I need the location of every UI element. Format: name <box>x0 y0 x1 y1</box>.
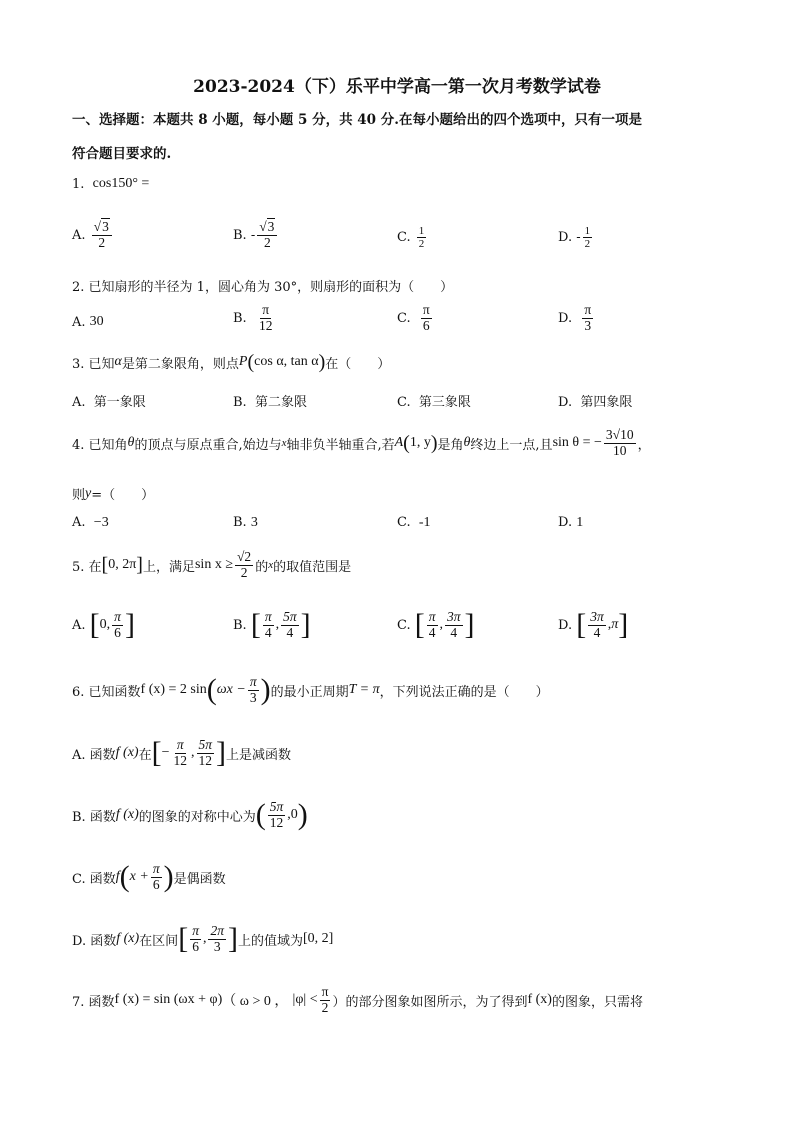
question-1-stem <box>72 176 149 192</box>
question-2-option-c[interactable] <box>397 303 434 334</box>
option-letter: A. <box>72 395 86 410</box>
fraction: $\frac{1}{2}$ <box>418 225 425 251</box>
fraction: $\frac{\pi}{6}$ <box>114 609 121 640</box>
fraction: $\frac{1}{2}$ <box>584 225 591 251</box>
fraction: $\frac{\pi}{6}$ <box>152 861 160 892</box>
math-expression: T = π <box>348 682 380 698</box>
question-1-option-c[interactable] <box>397 225 428 250</box>
text: 的最小正周期 <box>270 684 349 700</box>
text: A. 函数 <box>72 747 116 763</box>
question-7-stem <box>72 985 643 1016</box>
fraction: $\frac{√3}{2}$ <box>92 220 112 251</box>
question-5-option-b[interactable]: B. [ $\frac{\pi}{4}$ , $\frac{5\pi}{4}$ ] <box>233 608 311 642</box>
math-expression: f (x) = 2 sin <box>140 682 207 698</box>
option-letter: D. <box>558 230 573 246</box>
option-value: 30 <box>89 314 104 329</box>
math-expression: 1, y <box>409 435 431 451</box>
text: 3. 已知 <box>72 356 115 372</box>
option-letter: B. <box>233 310 247 326</box>
math-value: 0 <box>99 617 107 633</box>
text: 是第二象限角，则点 <box>121 356 239 372</box>
fraction: $\frac{3√10}{10}$ <box>605 427 634 458</box>
option-value: 第一象限 <box>93 395 146 410</box>
fraction: $\frac{\pi}{12}$ <box>258 302 273 333</box>
text: =（ ） <box>91 488 155 503</box>
math-value: 0 <box>290 807 298 823</box>
math-expression: f (x) <box>116 931 140 947</box>
text: 终边上一点,且 <box>470 437 553 453</box>
question-4-option-b[interactable] <box>233 515 258 531</box>
math-expression: f <box>115 869 120 885</box>
fraction: $\frac{5\pi}{12}$ <box>198 737 213 768</box>
option-letter: A. <box>72 617 86 633</box>
question-6-option-b[interactable]: B. 函数 f (x) 的图象的对称中心为 ( $\frac{5\pi}{12}$ , 0 ) <box>72 798 308 832</box>
option-letter: D. <box>558 310 573 326</box>
question-2-option-d[interactable] <box>558 303 595 334</box>
question-2-option-a[interactable] <box>72 314 104 330</box>
text: 在区间 <box>139 933 179 949</box>
option-letter: B. <box>233 515 247 530</box>
section-header-line2: 符合题目要求的. <box>72 146 172 162</box>
option-letter: D. <box>558 395 573 410</box>
math-expression: sin θ = − <box>552 435 602 451</box>
option-letter: C. <box>397 310 411 326</box>
option-letter: B. <box>233 617 247 633</box>
math-expression: x + <box>129 869 149 885</box>
question-1-option-d[interactable] <box>558 225 594 250</box>
text: 4. 已知角 <box>72 437 128 453</box>
section-header-line1: 一、选择题：本题共 8 小题，每小题 5 分，共 40 分.在每小题给出的四个选项中，只有一项是 <box>72 112 642 128</box>
fraction: $\frac{√2}{2}$ <box>237 549 252 580</box>
question-4-option-d[interactable] <box>558 515 583 531</box>
text: 是偶函数 <box>173 871 226 887</box>
option-value: -1 <box>418 515 431 530</box>
question-5-option-c[interactable]: C. [ $\frac{\pi}{4}$ , $\frac{3\pi}{4}$ ] <box>397 608 475 642</box>
question-2-stem: 2. 已知扇形的半径为 1，圆心角为 30°，则扇形的面积为（ ） <box>72 280 454 295</box>
text: 的图象，只需将 <box>551 994 643 1010</box>
question-4-option-a[interactable] <box>72 515 109 531</box>
fraction: $\frac{\pi}{6}$ <box>192 923 199 954</box>
text: 7. 函数 <box>72 994 115 1010</box>
text: 在（ ） <box>325 356 391 372</box>
fraction: $\frac{\pi}{3}$ <box>249 674 257 705</box>
math-expression: |φ| < <box>292 992 318 1008</box>
option-value: −3 <box>93 515 109 530</box>
text: 则 <box>72 488 86 503</box>
text: 5. 在 <box>72 559 102 575</box>
question-5-stem: 5. 在 [ 0, 2π ] 上，满足 sin x ≥ $\frac{√2}{2}$ 的 x 的取值范围是 <box>72 549 352 580</box>
fraction: $\frac{2\pi}{3}$ <box>210 923 224 954</box>
question-1-option-b[interactable] <box>233 220 279 251</box>
text: 的顶点与原点重合,始边与 <box>134 437 282 453</box>
question-4-stem: 4. 已知角 θ 的顶点与原点重合,始边与 x 轴非负半轴重合,若 A ( 1, y ) 是角 θ 终边上一点,且 sin θ = − $\frac{3√10}{10}$ ， <box>72 427 651 458</box>
option-letter: A. <box>72 515 86 530</box>
fraction: $\frac{\pi}{4}$ <box>264 609 272 640</box>
math-symbol: A <box>394 435 404 451</box>
option-value: 第三象限 <box>418 395 471 410</box>
option-value: 第四象限 <box>580 395 633 410</box>
text: C. 函数 <box>72 871 116 887</box>
text: 上的值域为 <box>237 933 303 949</box>
question-4-stem-line2 <box>72 484 154 503</box>
fraction: $\frac{\pi}{6}$ <box>422 302 430 333</box>
fraction: $\frac{5\pi}{4}$ <box>283 609 297 640</box>
option-letter: A. <box>72 314 86 330</box>
option-sign: - <box>250 227 256 243</box>
option-letter: A. <box>72 227 86 243</box>
question-5-option-d[interactable]: D. [ $\frac{3\pi}{4}$ , π ] <box>558 608 629 642</box>
text: 是角 <box>437 437 464 453</box>
fraction: $\frac{3\pi}{4}$ <box>590 609 604 640</box>
math-expression: sin x ≥ <box>194 557 234 573</box>
question-3-option-c[interactable] <box>397 391 471 410</box>
question-1-expression: cos150° = <box>92 176 150 191</box>
text: 上，满足 <box>142 559 195 575</box>
math-symbol: α <box>114 354 122 369</box>
question-6-option-c[interactable]: C. 函数 f ( x + $\frac{\pi}{6}$ ) 是偶函数 <box>72 860 226 894</box>
fraction: $\frac{\pi}{12}$ <box>173 737 188 768</box>
math-expression: f (x) = sin (ωx + φ) <box>114 992 223 1008</box>
question-3-option-b[interactable] <box>233 391 307 410</box>
math-expression: f (x) <box>115 745 139 761</box>
option-letter: C. <box>397 230 411 246</box>
page-title: 2023-2024（下）乐平中学高一第一次月考数学试卷 <box>193 77 601 97</box>
question-3-stem: 3. 已知 α 是第二象限角，则点 P ( cos α, tan α ) 在（ ） <box>72 351 391 373</box>
math-symbol: P <box>238 354 248 369</box>
text: B. 函数 <box>72 809 116 825</box>
math-expression: [0, 2] <box>302 931 334 947</box>
question-3-option-a[interactable] <box>72 391 146 410</box>
option-letter: C. <box>397 617 411 633</box>
fraction: $\frac{\pi}{4}$ <box>428 609 436 640</box>
text: 轴非负半轴重合,若 <box>286 437 395 453</box>
option-letter: C. <box>397 395 411 410</box>
option-letter: B. <box>233 227 247 243</box>
question-1-number: 1. <box>72 176 85 192</box>
text: 的图象的对称中心为 <box>138 809 256 825</box>
text: ， <box>637 437 651 453</box>
fraction: $\frac{\pi}{2}$ <box>321 984 329 1015</box>
question-6-option-d[interactable]: D. 函数 f (x) 在区间 [ $\frac{\pi}{6}$ , $\frac{2\pi}{3}$ ] 上的值域为 [0, 2] <box>72 922 334 956</box>
math-value: π <box>611 617 619 633</box>
math-symbol: θ <box>463 435 471 451</box>
option-value: 1 <box>576 515 584 530</box>
option-sign: - <box>576 230 581 246</box>
math-expression: 0, 2π <box>108 557 137 573</box>
math-expression: f (x) <box>527 992 552 1008</box>
option-letter: D. <box>558 515 573 530</box>
option-value: 3 <box>250 515 258 530</box>
option-letter: C. <box>397 515 411 530</box>
text: 在 <box>138 747 152 763</box>
math-symbol: x <box>268 559 274 572</box>
option-letter: B. <box>233 395 247 410</box>
option-letter: D. <box>558 617 573 633</box>
math-symbol: θ <box>127 435 135 451</box>
fraction: $\frac{√3}{2}$ <box>257 220 277 251</box>
text: ，下列说法正确的是（ ） <box>379 684 549 700</box>
math-symbol: x <box>281 437 287 450</box>
question-6-stem: 6. 已知函数 f (x) = 2 sin ( ωx − $\frac{\pi}{3}$ ) 的最小正周期 T = π ，下列说法正确的是（ ） <box>72 673 549 707</box>
text: D. 函数 <box>72 933 117 949</box>
fraction: $\frac{5\pi}{12}$ <box>269 799 284 830</box>
math-expression: ωx − <box>216 682 246 698</box>
question-5-option-a[interactable]: A. [ 0 , $\frac{\pi}{6}$ ] <box>72 608 135 642</box>
math-symbol: y <box>85 485 92 501</box>
text: 的 <box>255 559 269 575</box>
question-4-option-c[interactable] <box>397 515 431 531</box>
text: 6. 已知函数 <box>72 684 141 700</box>
math-expression: f (x) <box>115 807 139 823</box>
text: 上是减函数 <box>226 747 292 763</box>
fraction: $\frac{3\pi}{4}$ <box>447 609 461 640</box>
option-value: 第二象限 <box>254 395 307 410</box>
text: 的取值范围是 <box>273 559 352 575</box>
math-expression: cos α, tan α <box>254 354 319 369</box>
question-2-option-b[interactable] <box>233 303 276 334</box>
question-3-option-d[interactable] <box>558 391 632 410</box>
question-6-option-a[interactable]: A. 函数 f (x) 在 [ − $\frac{\pi}{12}$ , $\frac{5\pi}{12}$ ] 上是减函数 <box>72 736 292 770</box>
question-1-option-a[interactable] <box>72 220 114 251</box>
math-expression: （ ω > 0 ， <box>222 994 289 1010</box>
text: ）的部分图象如图所示，为了得到 <box>332 994 528 1010</box>
fraction: $\frac{\pi}{3}$ <box>584 302 592 333</box>
